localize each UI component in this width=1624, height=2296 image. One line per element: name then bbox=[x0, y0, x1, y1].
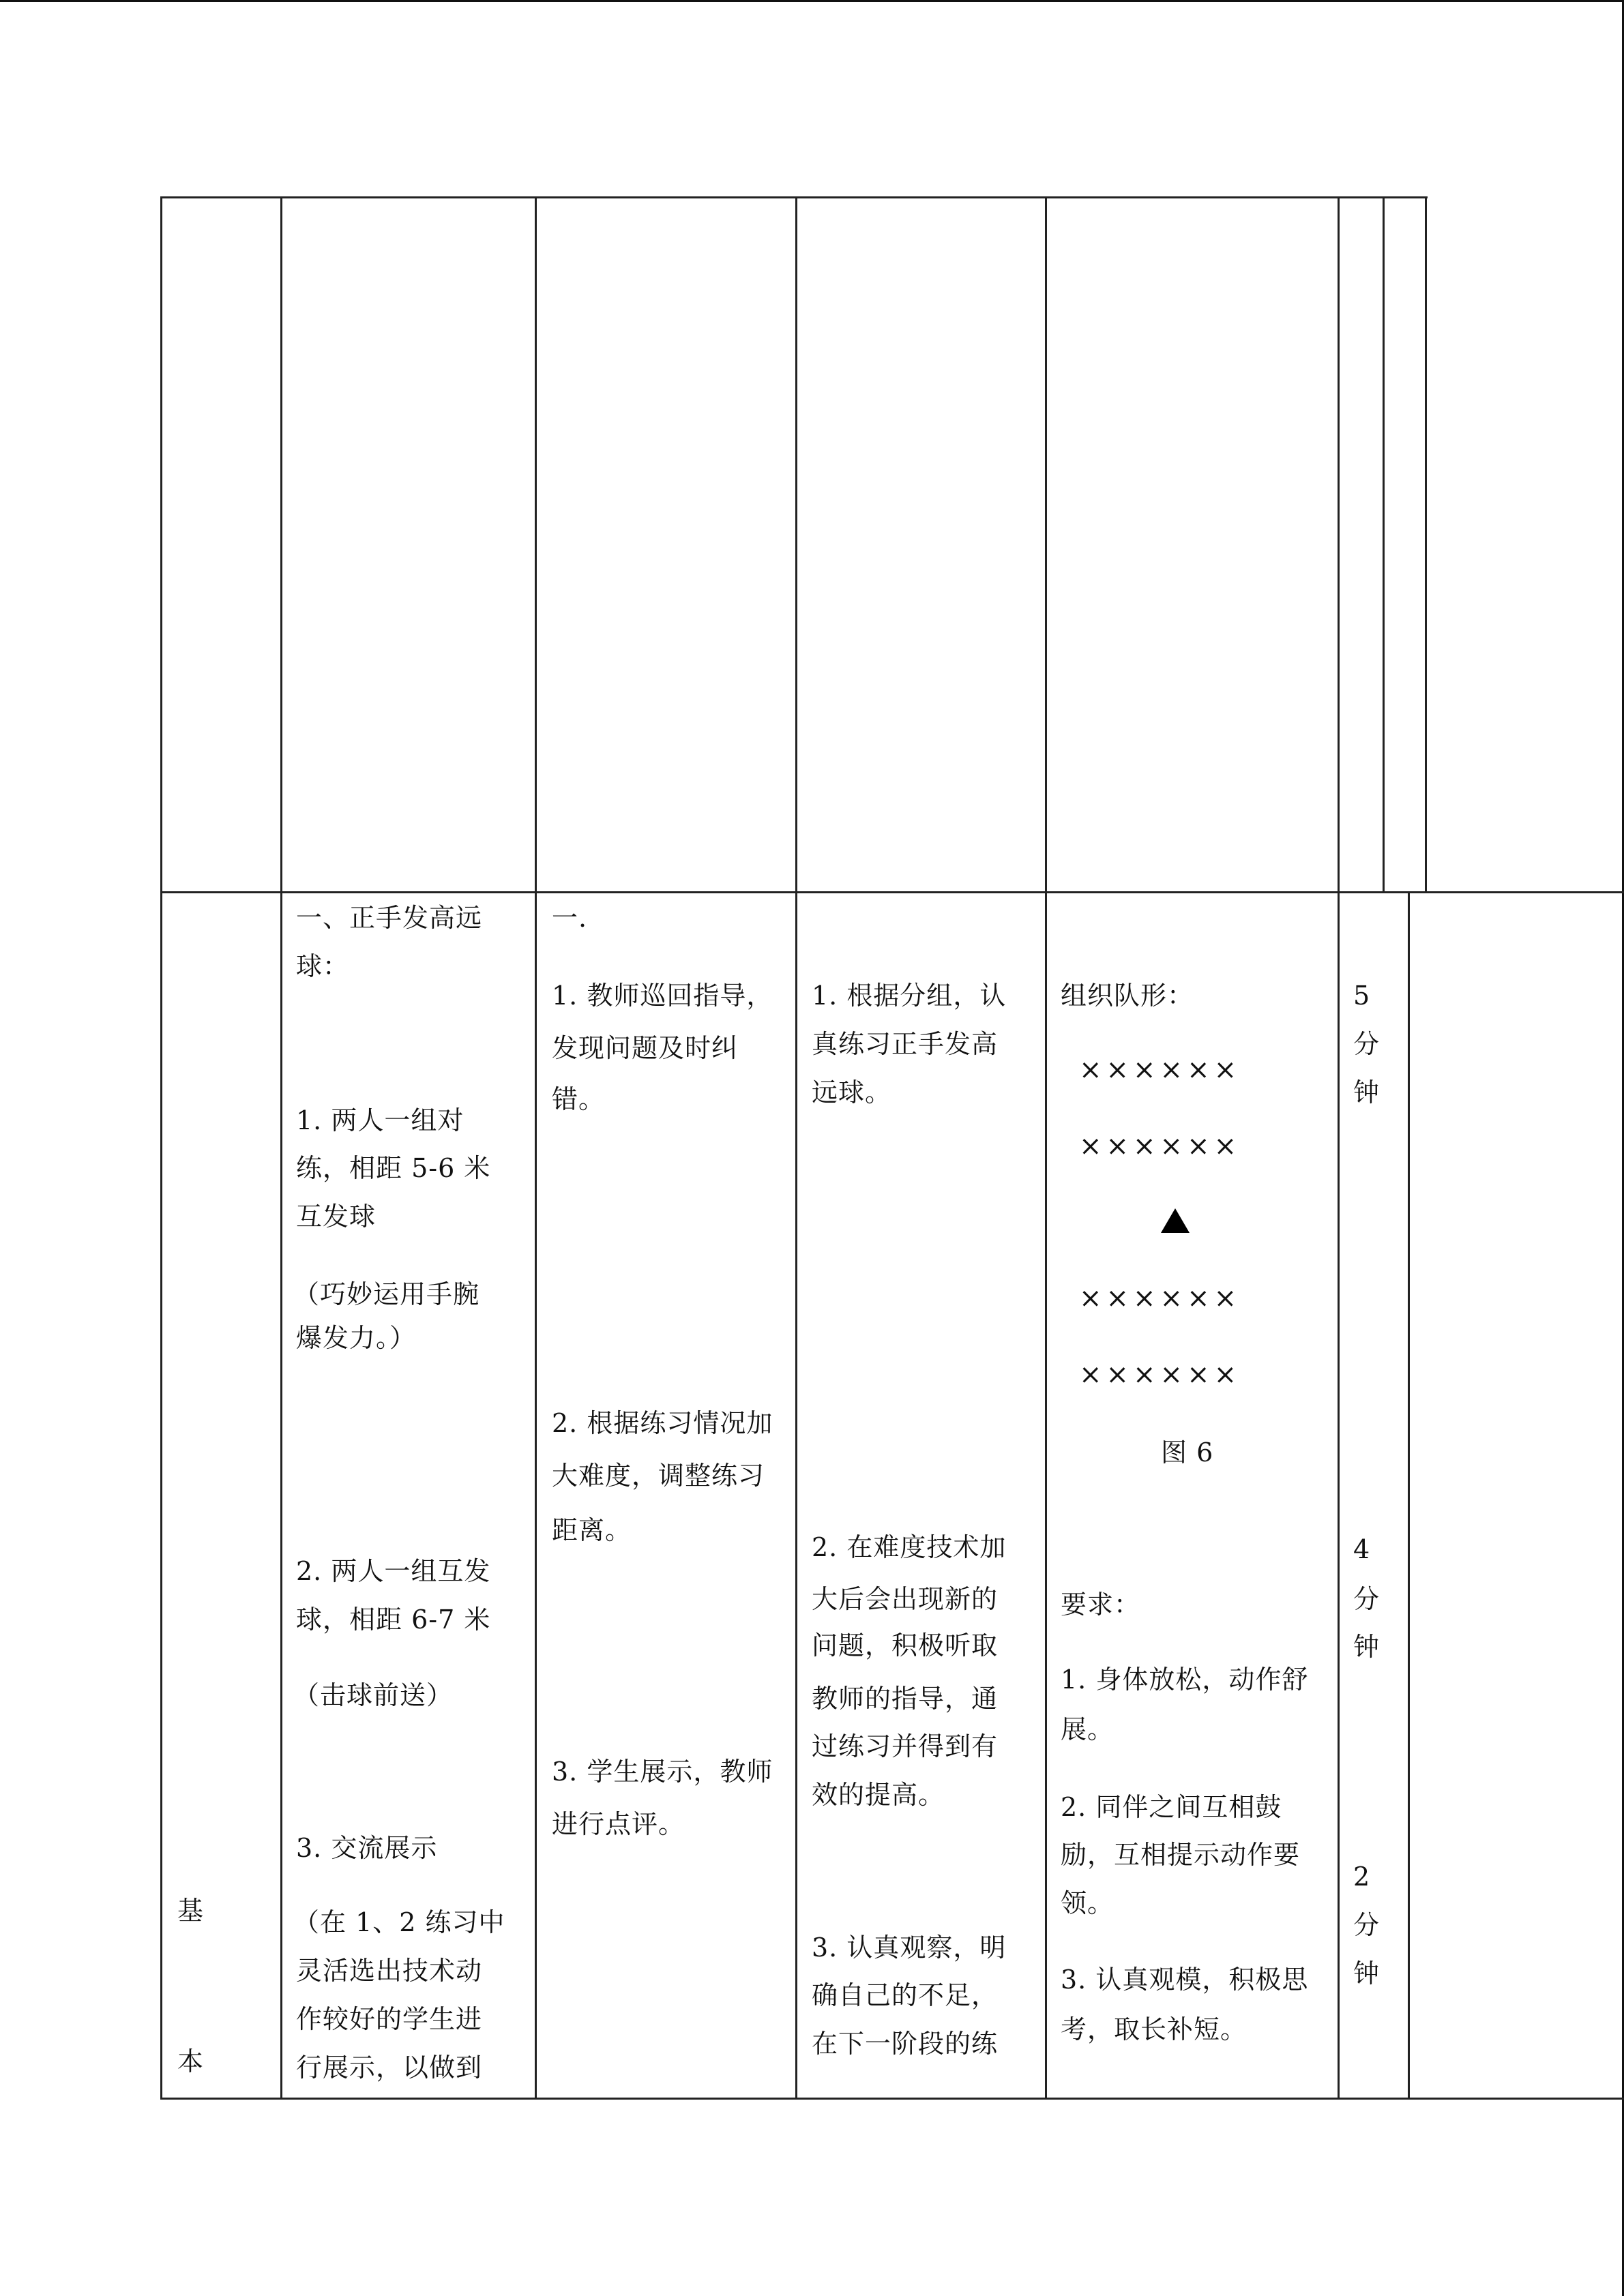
student-line: 教师的指导，通 bbox=[812, 1684, 999, 1714]
teacher-line: 进行点评。 bbox=[552, 1809, 685, 1839]
content-line: 爆发力。） bbox=[296, 1323, 417, 1353]
requirement-line: 考，取长补短。 bbox=[1061, 2014, 1247, 2044]
column-divider bbox=[1383, 196, 1385, 893]
student-line: 真练习正手发高 bbox=[812, 1029, 999, 1059]
student-line: 2. 在难度技术加 bbox=[812, 1532, 1007, 1562]
formation-row: ×××××× bbox=[1079, 1359, 1241, 1390]
duration-value: 4 bbox=[1353, 1534, 1371, 1564]
duration-value: 5 bbox=[1353, 981, 1371, 1011]
row-divider bbox=[161, 891, 1624, 893]
requirement-line: 2. 同伴之间互相鼓 bbox=[1061, 1792, 1282, 1822]
table-top-border bbox=[161, 196, 1428, 198]
teacher-line: 大难度，调整练习 bbox=[552, 1461, 765, 1491]
teacher-line: 1. 教师巡回指导， bbox=[552, 981, 773, 1011]
content-line: （击球前送） bbox=[293, 1680, 454, 1710]
student-line: 1. 根据分组，认 bbox=[812, 981, 1007, 1011]
duration-unit: 分 bbox=[1353, 1029, 1381, 1059]
teacher-line: 发现问题及时纠 bbox=[552, 1033, 739, 1063]
student-line: 过练习并得到有 bbox=[812, 1731, 999, 1761]
requirement-line: 展。 bbox=[1061, 1714, 1114, 1744]
table-left-border bbox=[160, 196, 162, 2100]
duration-unit: 钟 bbox=[1353, 1632, 1381, 1662]
content-line: 互发球 bbox=[296, 1202, 377, 1232]
figure-caption: 图 6 bbox=[1161, 1437, 1214, 1467]
teacher-line: 3. 学生展示，教师 bbox=[552, 1757, 773, 1787]
section-label-char: 本 bbox=[177, 2046, 205, 2076]
column-divider bbox=[535, 196, 537, 2100]
duration-unit: 钟 bbox=[1353, 1077, 1381, 1107]
teacher-line: 2. 根据练习情况加 bbox=[552, 1408, 773, 1438]
requirement-line: 领。 bbox=[1061, 1888, 1114, 1918]
content-line: 3. 交流展示 bbox=[296, 1833, 438, 1863]
page-top-border bbox=[0, 0, 1624, 2]
duration-unit: 分 bbox=[1353, 1910, 1381, 1940]
column-divider bbox=[1045, 196, 1047, 2100]
column-divider bbox=[1338, 196, 1340, 2100]
content-line: 练，相距 5-6 米 bbox=[296, 1153, 491, 1183]
student-line: 远球。 bbox=[812, 1077, 892, 1107]
teacher-line: 距离。 bbox=[552, 1515, 632, 1545]
column-divider bbox=[1425, 196, 1427, 893]
content-line: 灵活选出技术动 bbox=[296, 1956, 483, 1986]
student-line: 效的提高。 bbox=[812, 1780, 945, 1810]
teacher-line: 错。 bbox=[552, 1084, 606, 1114]
content-line: 2. 两人一组互发 bbox=[296, 1556, 491, 1586]
table-bottom-border bbox=[161, 2098, 1624, 2100]
requirement-line: 3. 认真观模，积极思 bbox=[1061, 1965, 1309, 1995]
content-line: 作较好的学生进 bbox=[296, 2004, 483, 2034]
duration-value: 2 bbox=[1353, 1862, 1371, 1892]
requirements-title: 要求： bbox=[1061, 1590, 1141, 1620]
student-line: 问题，积极听取 bbox=[812, 1630, 999, 1660]
content-line: （在 1、2 练习中 bbox=[293, 1907, 505, 1937]
content-line: （巧妙运用手腕 bbox=[293, 1279, 480, 1309]
formation-title: 组织队形： bbox=[1061, 981, 1194, 1011]
teacher-triangle-icon bbox=[1161, 1208, 1190, 1233]
column-divider bbox=[1408, 891, 1410, 2100]
content-line: 球： bbox=[296, 951, 350, 981]
requirement-line: 励，互相提示动作要 bbox=[1061, 1840, 1301, 1870]
student-line: 大后会出现新的 bbox=[812, 1584, 999, 1614]
student-line: 在下一阶段的练 bbox=[812, 2029, 999, 2059]
content-line: 行展示，以做到 bbox=[296, 2053, 483, 2083]
content-line: 1. 两人一组对 bbox=[296, 1105, 464, 1135]
student-line: 3. 认真观察，明 bbox=[812, 1933, 1007, 1963]
column-divider bbox=[280, 196, 282, 2100]
column-divider bbox=[795, 196, 797, 2100]
formation-row: ×××××× bbox=[1079, 1054, 1241, 1086]
requirement-line: 1. 身体放松，动作舒 bbox=[1061, 1665, 1309, 1695]
teacher-line: 一. bbox=[552, 903, 588, 933]
duration-unit: 分 bbox=[1353, 1584, 1381, 1614]
content-line: 球，相距 6-7 米 bbox=[296, 1605, 491, 1635]
formation-row: ×××××× bbox=[1079, 1283, 1241, 1314]
student-line: 确自己的不足， bbox=[812, 1980, 999, 2010]
content-line: 一、正手发高远 bbox=[296, 903, 483, 933]
section-label-char: 基 bbox=[177, 1896, 205, 1926]
formation-row: ×××××× bbox=[1079, 1131, 1241, 1162]
duration-unit: 钟 bbox=[1353, 1958, 1381, 1988]
